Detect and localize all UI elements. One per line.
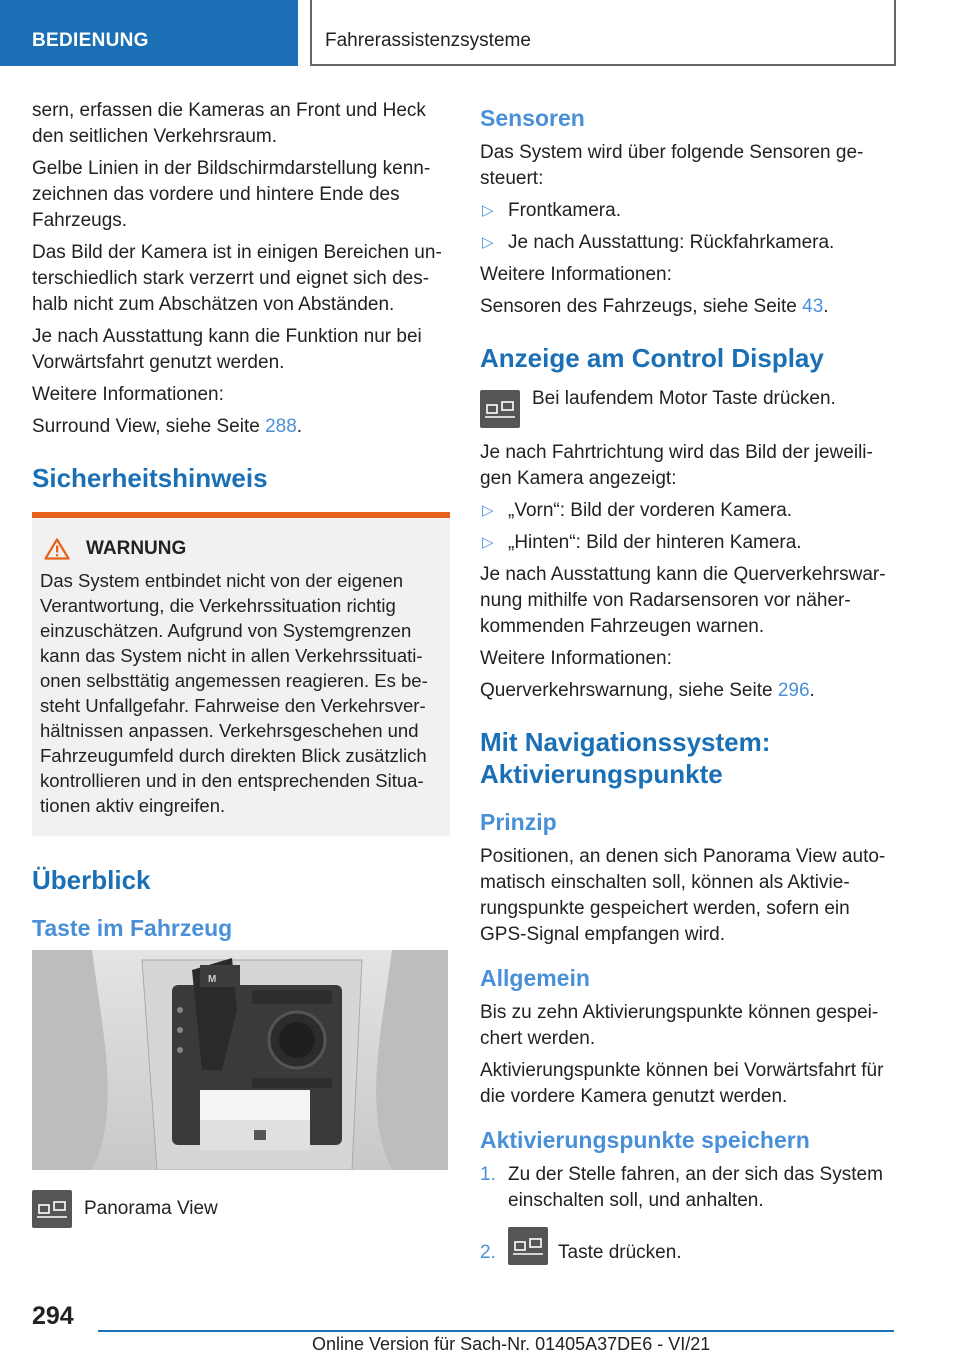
footer-online-version: Online Version für Sach-Nr. 01405A37DE6 - VI/21 [312,1334,711,1354]
bullet-triangle-icon: ▷ [482,502,494,519]
panorama-view-button-icon[interactable] [32,1190,72,1228]
reference-text: Sensoren des Fahrzeugs, siehe Seite [480,296,803,317]
steps-list [480,1162,898,1266]
section-title: BEDIENUNG [32,30,149,51]
warning-box [32,512,450,836]
step-number: 2. [480,1242,496,1263]
warning-triangle-icon [44,538,70,560]
page-number: 294 [32,1302,74,1330]
warning-header [40,538,442,560]
bullet-triangle-icon: ▷ [482,234,494,251]
list-item-text: „Vorn“: Bild der vorderen Kamera. [508,500,793,521]
paragraph: Bis zu zehn Aktivierungspunkte können gespeichert werden. [480,1002,879,1049]
heading-sensors: Sensoren [480,105,585,131]
heading-overview: Überblick [32,865,151,895]
paragraph: Weitere Informationen: [480,264,672,285]
paragraph: Weitere Informationen: [32,384,224,405]
page-link-288[interactable]: 288 [265,416,297,437]
list-item-text: „Hinten“: Bild der hinteren Kamera. [508,532,802,553]
heading-button: Taste im Fahrzeug [32,915,233,941]
paragraph: Positionen, an denen sich Panorama View automatisch einschalten soll, können als Aktivierungspunkte gespeichert werden, sofern ein GPS-Signal empfangen wird. [480,846,886,945]
center-console-image [32,950,448,1170]
step-text: Zu der Stelle fahren, an der sich das System einschalten soll, und anhalten. [508,1164,883,1211]
section-tab [0,0,298,66]
list-item [480,498,898,524]
panorama-view-row [32,1190,450,1228]
heading-save: Aktivierungspunkte speichern [480,1127,810,1153]
paragraph: Je nach Ausstattung kann die Querverkehrswarnung mithilfe von Radarsensoren vor näherkommenden Fahrzeugen warnen. [480,564,886,637]
reference-text: Querverkehrswarnung, siehe Seite [480,680,778,701]
bullet-triangle-icon: ▷ [482,202,494,219]
svg-text:M: M [208,974,217,985]
reference-text: Surround View, siehe Seite [32,416,266,437]
reference-paragraph [480,294,898,320]
chapter-tab [310,0,896,66]
reference-end: . [809,680,815,701]
paragraph: Das System wird über folgende Sensoren gesteuert: [480,142,864,189]
heading-general: Allgemein [480,965,590,991]
paragraph: Das Bild der Kamera ist in einigen Bereichen unterschiedlich stark verzerrt und eignet sich deshalb nicht zum Abschätzen von Abständen. [32,242,442,315]
panorama-view-label: Panorama View [84,1198,218,1219]
heading-safety: Sicherheitshinweis [32,463,268,493]
heading-principle: Prinzip [480,809,557,835]
display-instruction-row [480,386,898,428]
heading-navigation: Mit Navigationssystem: Aktivierungspunkte [480,727,771,789]
bullet-triangle-icon: ▷ [482,534,494,551]
paragraph: Weitere Informationen: [480,648,672,669]
page-link-296[interactable]: 296 [777,680,810,701]
warning-title: WARNUNG [86,538,187,559]
panorama-view-button-icon[interactable] [508,1227,548,1265]
page-link-43[interactable]: 43 [802,296,824,317]
list-item-text: Je nach Ausstattung: Rückfahrkamera. [508,232,835,253]
left-column [32,98,450,1228]
paragraph: Gelbe Linien in der Bildschirmdarstellung kennzeichnen das vordere und hintere Ende des Fahrzeugs. [32,158,431,231]
display-list [480,498,898,556]
center-console-illustration [32,950,448,1170]
paragraph: sern, erfassen die Kameras an Front und Heck den seitlichen Verkehrsraum. [32,100,426,147]
list-item [480,230,898,256]
step-text: Taste drücken. [558,1242,682,1263]
footer-rule [98,1330,894,1332]
paragraph: Aktivierungspunkte können bei Vorwärtsfahrt für die vordere Kamera genutzt werden. [480,1060,884,1107]
list-item [480,198,898,224]
right-column [480,104,898,1278]
step-number: 1. [480,1164,496,1185]
panorama-view-button-icon[interactable] [480,390,520,428]
sensors-list [480,198,898,256]
reference-paragraph [480,678,898,704]
list-item-text: Frontkamera. [508,200,621,221]
display-instruction-text: Bei laufendem Motor Taste drücken. [532,388,836,409]
reference-paragraph [32,414,450,440]
list-item [480,530,898,556]
paragraph: Je nach Ausstattung kann die Funktion nur bei Vorwärtsfahrt genutzt werden. [32,326,422,373]
paragraph: Je nach Fahrtrichtung wird das Bild der jeweiligen Kamera angezeigt: [480,442,873,489]
step-item [480,1226,898,1266]
heading-display: Anzeige am Control Display [480,343,824,373]
step-item [480,1162,898,1214]
reference-end: . [296,416,303,437]
reference-end: . [823,296,829,317]
warning-text: Das System entbindet nicht von der eigenen Verantwortung, die Verkehrssituation richtig einzuschätzen. Aufgrund von Systemgrenzen kann das System nicht in allen Verkehrssituationen selbsttätig angemessen reagieren. Es besteht Unfallgefahr. Fahrweise den Verkehrsverhältnissen anpassen. Verkehrsgeschehen und Fahrzeugumfeld durch direkten Blick zusätzlich kontrollieren und in den entsprechenden Situationen aktiv eingreifen. [40,570,428,816]
chapter-title: Fahrerassistenzsysteme [325,30,531,51]
